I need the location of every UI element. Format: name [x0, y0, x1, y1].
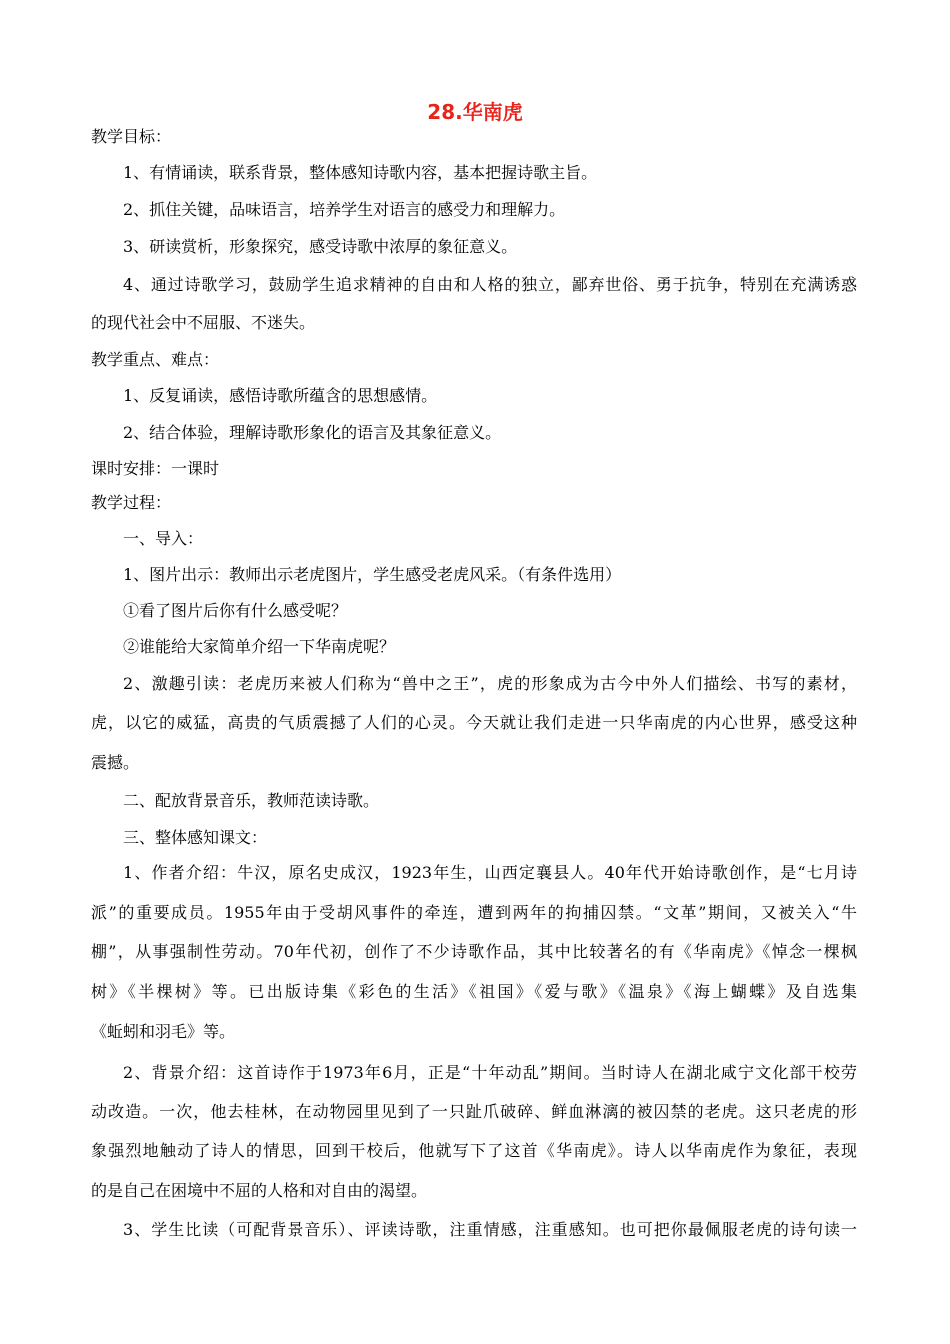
subsection-heading: 二、配放背景音乐，教师范读诗歌。 — [123, 791, 380, 810]
section-heading-key-points: 教学重点、难点： — [91, 350, 220, 369]
paragraph-line: 1、有情诵读，联系背景，整体感知诗歌内容，基本把握诗歌主旨。 — [123, 163, 598, 182]
paragraph-line: 2、背景介绍：这首诗作于1973年6月，正是“十年动乱”期间。当时诗人在湖北咸宁文化部干校劳 — [123, 1063, 857, 1082]
paragraph-line: 3、研读赏析，形象探究，感受诗歌中浓厚的象征意义。 — [123, 237, 518, 256]
paragraph-line: ②谁能给大家简单介绍一下华南虎呢？ — [123, 637, 396, 656]
section-heading-schedule: 课时安排：一课时 — [91, 459, 220, 478]
paragraph-line: 棚”，从事强制性劳动。70年代初，创作了不少诗歌作品，其中比较著名的有《华南虎》《悼念一棵枫 — [91, 942, 857, 961]
section-heading-objectives: 教学目标： — [91, 127, 172, 146]
subsection-heading: 一、导入： — [123, 529, 204, 548]
paragraph-line: 3、学生比读（可配背景音乐）、评读诗歌，注重情感，注重感知。也可把你最佩服老虎的诗句读一 — [123, 1220, 857, 1239]
paragraph-line: 2、激趣引读：老虎历来被人们称为“兽中之王”，虎的形象成为古今中外人们描绘、书写的素材， — [123, 674, 857, 693]
paragraph-line: 震撼。 — [91, 753, 140, 772]
paragraph-line: 的是自己在困境中不屈的人格和对自由的渴望。 — [91, 1181, 428, 1200]
paragraph-line: 动改造。一次，他去桂林，在动物园里见到了一只趾爪破碎、鲜血淋漓的被囚禁的老虎。这只老虎的形 — [91, 1102, 857, 1121]
paragraph-line: 的现代社会中不屈服、不迷失。 — [91, 313, 316, 332]
document-title: 28.华南虎 — [427, 100, 523, 124]
paragraph-line: 象强烈地触动了诗人的情思，回到干校后，他就写下了这首《华南虎》。诗人以华南虎作为象征，表现 — [91, 1141, 857, 1160]
paragraph-line: 1、图片出示：教师出示老虎图片，学生感受老虎风采。（有条件选用） — [123, 565, 622, 584]
paragraph-line: 虎，以它的威猛，高贵的气质震撼了人们的心灵。今天就让我们走进一只华南虎的内心世界，感受这种 — [91, 713, 857, 732]
section-heading-process: 教学过程： — [91, 493, 172, 512]
paragraph-line: 《蚯蚓和羽毛》等。 — [91, 1022, 236, 1041]
paragraph-line: 1、作者介绍：牛汉，原名史成汉，1923年生，山西定襄县人。40年代开始诗歌创作，是“七月诗 — [123, 863, 857, 882]
paragraph-line: 2、结合体验，理解诗歌形象化的语言及其象征意义。 — [123, 423, 502, 442]
paragraph-line: 2、抓住关键，品味语言，培养学生对语言的感受力和理解力。 — [123, 200, 566, 219]
paragraph-line: ①看了图片后你有什么感受呢？ — [123, 601, 348, 620]
paragraph-line: 树》《半棵树》等。已出版诗集《彩色的生活》《祖国》《爱与歌》《温泉》《海上蝴蝶》及自选集 — [91, 982, 857, 1001]
paragraph-line: 派”的重要成员。1955年由于受胡风事件的牵连，遭到两年的拘捕囚禁。“文革”期间，又被关入“牛 — [91, 903, 857, 922]
paragraph-line: 1、反复诵读，感悟诗歌所蕴含的思想感情。 — [123, 386, 438, 405]
paragraph-line: 4、通过诗歌学习，鼓励学生追求精神的自由和人格的独立，鄙弃世俗、勇于抗争，特别在充满诱惑 — [123, 275, 857, 294]
subsection-heading: 三、整体感知课文： — [123, 828, 268, 847]
